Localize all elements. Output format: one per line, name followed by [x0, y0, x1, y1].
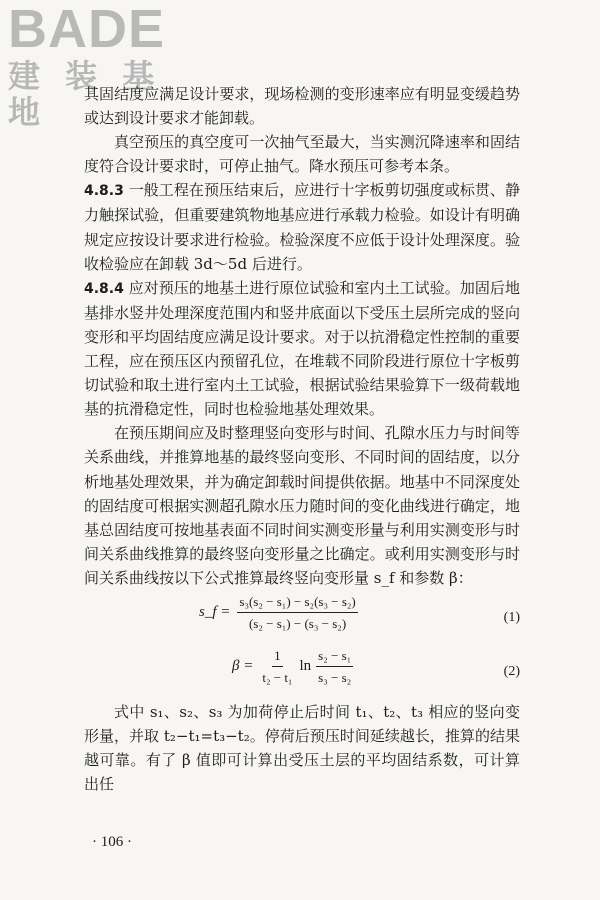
- equation-fraction-1: [260, 646, 294, 687]
- paragraph-3: 在预压期间应及时整理竖向变形与时间、孔隙水压力与时间等关系曲线，并推算地基的最终竖向变形、不同时间的固结度，以分析地基处理效果，并为确定卸载时间提供依据。地基中不同深度处的固结度可根据实测超孔隙水压力随时间的变化曲线进行确定，地基总固结度可按地基表面不同时间实测变形量与利用实测变形与时间关系曲线推算的最终竖向变形量之比确定。或利用实测变形与时间关系曲线按以下公式推算最终竖向变形量 s_f 和参数 β：: [84, 424, 520, 587]
- fraction-numerator: 1: [272, 646, 283, 667]
- paragraph-2: 真空预压的真空度可一次抽气至最大，当实测沉降速率和固结度符合设计要求时，可停止抽气。降水预压可参考本条。: [84, 133, 520, 176]
- equation-lhs: s_f =: [199, 604, 231, 621]
- logo-wordmark: BADE: [8, 0, 166, 59]
- fraction-denominator: (s₂ − s₁) − (s₃ − s₂): [248, 615, 347, 631]
- equation-2: [84, 646, 520, 694]
- section-4-8-4: [84, 276, 520, 422]
- equation-number: (2): [503, 663, 520, 679]
- log-operator: ln: [299, 658, 312, 675]
- fraction-numerator: s₃(s₂ − s₁) − s₂(s₃ − s₂): [237, 592, 357, 613]
- equation-lhs: β =: [232, 658, 254, 675]
- equation-number: (1): [503, 609, 520, 625]
- equation-fraction: [237, 592, 357, 633]
- equation-1: [84, 592, 520, 640]
- logo-subtitle: 建 装 基 地: [8, 57, 162, 131]
- paragraph-1: 其固结度应满足设计要求，现场检测的变形速率应有明显变缓趋势或达到设计要求才能卸载。: [84, 85, 520, 128]
- page-body: [84, 82, 520, 796]
- section-4-8-3: [84, 178, 520, 275]
- section-number: 4.8.3: [84, 183, 124, 200]
- page-number: · 106 ·: [92, 834, 132, 850]
- section-text: 应对预压的地基土进行原位试验和室内土工试验。加固后地基排水竖井处理深度范围内和竖井底面以下受压土层所完成的竖向变形和平均固结度应满足设计要求。对于以抗滑稳定性控制的重要工程，应在预压区内预留孔位，在堆载不同阶段进行原位十字板剪切试验和取土进行室内土工试验，根据试验结果验算下一级荷载地基的抗滑稳定性，同时也检验地基处理效果。: [84, 278, 520, 419]
- fraction-denominator: s₃ − s₂: [318, 669, 352, 685]
- paragraph-4: 式中 s₁、s₂、s₃ 为加荷停止后时间 t₁、t₂、t₃ 相应的竖向变形量，并取 t₂−t₁=t₃−t₂。停荷后预压时间延续越长，推算的结果越可靠。有了 β 值即可计算出受压土层的平均固结系数，可计算出任: [84, 702, 520, 794]
- equation-fraction-2: [316, 646, 353, 687]
- section-text: 一般工程在预压结束后，应进行十字板剪切强度或标贯、静力触探试验，但重要建筑物地基应进行承载力检验。如设计有明确规定应按设计要求进行检验。检验深度不应低于设计处理深度。验收检验应在卸载 3d～5d 后进行。: [84, 181, 520, 273]
- section-number: 4.8.4: [84, 280, 124, 297]
- fraction-denominator: t₂ − t₁: [262, 669, 293, 685]
- fraction-numerator: s₂ − s₁: [316, 646, 353, 667]
